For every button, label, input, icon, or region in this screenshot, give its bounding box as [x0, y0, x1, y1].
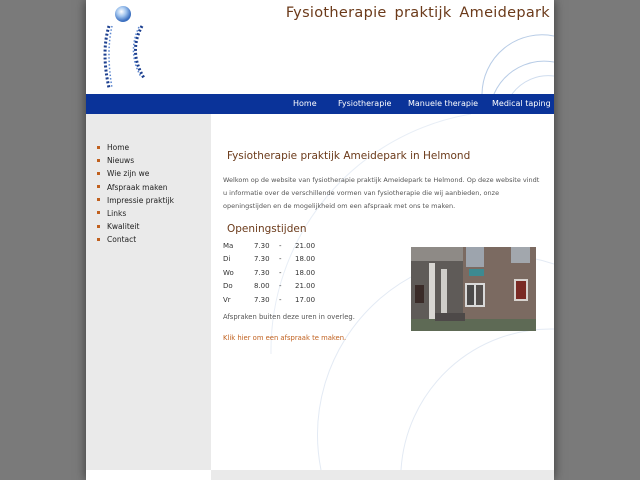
hours-day: Wo: [223, 268, 234, 277]
sidebar-item-label: Contact: [107, 235, 137, 245]
hours-row: [223, 240, 333, 253]
square-bullet-icon: [97, 172, 100, 175]
opening-hours-table: [223, 240, 333, 307]
hours-close: 21.00: [295, 242, 316, 250]
hours-close: 17.00: [295, 295, 316, 304]
hours-open: 7.30: [254, 268, 270, 277]
hours-day: Ma: [223, 242, 234, 250]
hours-note: Afspraken buiten deze uren in overleg.: [223, 313, 355, 321]
sidebar-item-label: Home: [107, 143, 130, 152]
decorative-arcs: [474, 0, 554, 94]
sidebar-item-home[interactable]: [97, 141, 174, 154]
nav-item-fysiotherapie[interactable]: Fysiotherapie: [338, 99, 392, 108]
main-nav: [86, 94, 554, 114]
hours-dash: -: [279, 268, 282, 277]
page-title: Fysiotherapie praktijk Ameidepark in Helmond: [227, 150, 471, 162]
hours-open: 8.00: [254, 282, 270, 291]
hours-dash: -: [279, 295, 282, 304]
sidebar-menu: [97, 141, 174, 247]
site-title: Fysiotherapie praktijk Ameidepark: [285, 5, 550, 21]
hours-row: [223, 280, 333, 293]
hours-day: Do: [223, 282, 233, 291]
hours-dash: -: [279, 282, 282, 291]
hours-close: 18.00: [295, 255, 316, 264]
hours-row: [223, 267, 333, 280]
sidebar-item-afspraak-maken[interactable]: [97, 181, 174, 194]
main-content: [211, 114, 554, 470]
header: [86, 0, 554, 94]
square-bullet-icon: [97, 238, 100, 241]
hours-row: [223, 253, 333, 266]
nav-item-manuele-therapie[interactable]: Manuele therapie: [408, 99, 479, 108]
sidebar-item-contact[interactable]: [97, 233, 174, 246]
sidebar-item-kwaliteit[interactable]: [97, 220, 174, 233]
footer-strip: [211, 470, 554, 480]
hours-open: 7.30: [254, 295, 270, 304]
sidebar-item-wie-zijn-we[interactable]: [97, 167, 174, 180]
sidebar-item-label: Links: [107, 208, 127, 218]
square-bullet-icon: [97, 185, 100, 188]
sidebar-item-impressie-praktijk[interactable]: [97, 194, 174, 207]
square-bullet-icon: [97, 146, 100, 149]
hours-row: [223, 294, 333, 307]
figure-logo-icon[interactable]: [96, 2, 148, 92]
square-bullet-icon: [97, 198, 100, 201]
practice-building-photo: [411, 247, 536, 331]
hours-open: 7.30: [254, 242, 270, 250]
nav-item-medical-taping[interactable]: Medical taping: [492, 99, 551, 108]
sidebar-item-links[interactable]: [97, 207, 174, 220]
nav-item-home[interactable]: Home: [293, 99, 317, 108]
hours-title: Openingstijden: [227, 223, 307, 235]
sidebar-item-label: Wie zijn we: [107, 169, 150, 179]
hours-dash: -: [279, 255, 282, 264]
sidebar-item-label: Nieuws: [107, 156, 135, 166]
hours-close: 21.00: [295, 282, 316, 291]
sidebar-item-label: Afspraak maken: [107, 182, 168, 192]
sidebar-item-label: Impressie praktijk: [107, 195, 174, 205]
square-bullet-icon: [97, 159, 100, 162]
hours-open: 7.30: [254, 255, 270, 264]
intro-text: Welkom op de website van fysiotherapie praktijk Ameidepark te Helmond. Op deze website vindt u informatie over de verschillende vormen van fysiotherapie die wij aanbieden, onze openingstijden en de mogelijkheid om een afspraak met ons te maken.: [223, 176, 540, 210]
sidebar-item-nieuws[interactable]: [97, 154, 174, 167]
hours-day: Di: [223, 255, 231, 264]
hours-close: 18.00: [295, 268, 316, 277]
make-appointment-link[interactable]: Klik hier om een afspraak te maken.: [223, 334, 347, 342]
hours-dash: -: [279, 242, 282, 250]
square-bullet-icon: [97, 211, 100, 214]
hours-day: Vr: [223, 295, 231, 304]
sidebar-item-label: Kwaliteit: [107, 222, 140, 232]
page: [86, 0, 554, 480]
square-bullet-icon: [97, 225, 100, 228]
sidebar: [86, 114, 211, 470]
